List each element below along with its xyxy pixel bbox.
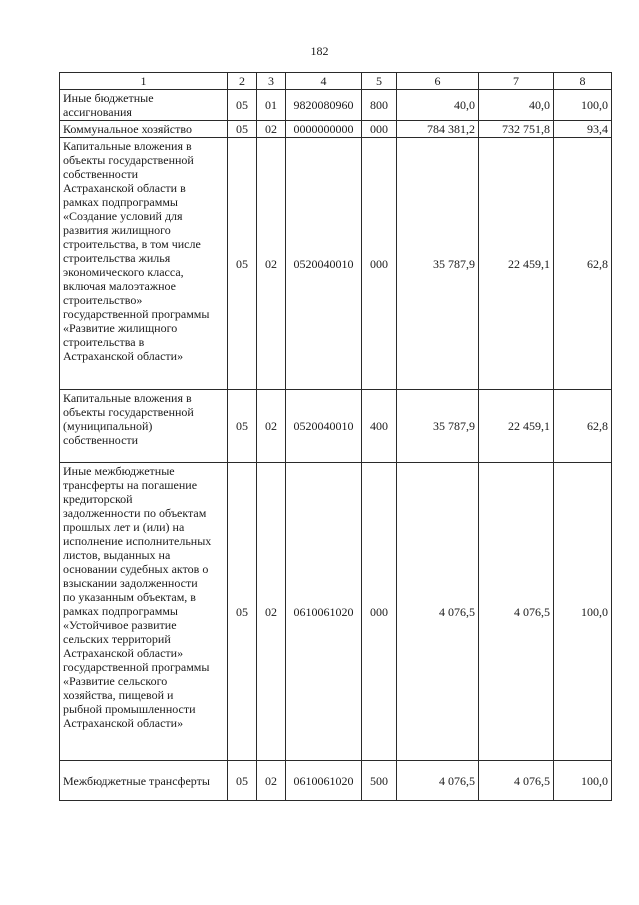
row-name-cell (60, 761, 228, 801)
planned-amount: 4 076,5 (397, 761, 479, 801)
subsection-code: 02 (257, 463, 286, 761)
table-row (60, 121, 612, 138)
header-col-3: 3 (257, 73, 286, 90)
table-row (60, 463, 612, 761)
section-code: 05 (228, 121, 257, 138)
actual-amount: 40,0 (479, 90, 554, 121)
execution-percent: 100,0 (554, 463, 612, 761)
actual-amount: 22 459,1 (479, 138, 554, 390)
budget-table (59, 72, 612, 801)
expense-type-code: 000 (362, 463, 397, 761)
row-name-cell (60, 121, 228, 138)
row-name-cell (60, 463, 228, 761)
subsection-code: 02 (257, 390, 286, 463)
header-col-6: 6 (397, 73, 479, 90)
row-name: Иные бюджетные ассигнования (63, 91, 154, 119)
table-row (60, 90, 612, 121)
row-name-cell (60, 90, 228, 121)
header-col-8: 8 (554, 73, 612, 90)
page-number: 182 (310, 44, 329, 58)
expense-type-code: 500 (362, 761, 397, 801)
planned-amount: 4 076,5 (397, 463, 479, 761)
expense-type-code: 000 (362, 138, 397, 390)
target-article-code: 0520040010 (286, 390, 362, 463)
table-row (60, 138, 612, 390)
row-name: Межбюджетные трансферты (63, 773, 210, 788)
planned-amount: 35 787,9 (397, 138, 479, 390)
section-code: 05 (228, 390, 257, 463)
target-article-code: 0520040010 (286, 138, 362, 390)
target-article-code: 0610061020 (286, 463, 362, 761)
target-article-code: 9820080960 (286, 90, 362, 121)
section-code: 05 (228, 761, 257, 801)
header-col-1: 1 (60, 73, 228, 90)
actual-amount: 4 076,5 (479, 761, 554, 801)
row-name: Коммунальное хозяйство (63, 122, 192, 136)
section-code: 05 (228, 463, 257, 761)
table-row (60, 390, 612, 463)
header-col-7: 7 (479, 73, 554, 90)
execution-percent: 62,8 (554, 138, 612, 390)
subsection-code: 01 (257, 90, 286, 121)
subsection-code: 02 (257, 121, 286, 138)
row-name: Иные межбюджетные трансферты на погашение кредиторской задолженности по объектам прошлых лет и (или) на исполнение исполнительных листов, выданных на основании судебных актов о взыскании задолженности по указанным объектам, в рамках подпрограммы «Устойчивое развитие сельских территорий Астраханской области» государственной программы «Развитие сельского хозяйства, пищевой и рыбной промышленности Астраханской области» (63, 464, 212, 730)
header-col-4: 4 (286, 73, 362, 90)
execution-percent: 93,4 (554, 121, 612, 138)
actual-amount: 732 751,8 (479, 121, 554, 138)
planned-amount: 40,0 (397, 90, 479, 121)
target-article-code: 0000000000 (286, 121, 362, 138)
subsection-code: 02 (257, 761, 286, 801)
execution-percent: 100,0 (554, 761, 612, 801)
target-article-code: 0610061020 (286, 761, 362, 801)
actual-amount: 22 459,1 (479, 390, 554, 463)
header-col-2: 2 (228, 73, 257, 90)
section-code: 05 (228, 90, 257, 121)
table-header-row (60, 73, 612, 90)
planned-amount: 35 787,9 (397, 390, 479, 463)
section-code: 05 (228, 138, 257, 390)
expense-type-code: 400 (362, 390, 397, 463)
expense-type-code: 800 (362, 90, 397, 121)
row-name-cell (60, 390, 228, 463)
header-col-5: 5 (362, 73, 397, 90)
execution-percent: 62,8 (554, 390, 612, 463)
actual-amount: 4 076,5 (479, 463, 554, 761)
expense-type-code: 000 (362, 121, 397, 138)
execution-percent: 100,0 (554, 90, 612, 121)
row-name-cell (60, 138, 228, 390)
table-row (60, 761, 612, 801)
row-name: Капитальные вложения в объекты государственной (муниципальной) собственности (63, 391, 194, 447)
row-name: Капитальные вложения в объекты государственной собственности Астраханской области в рамках подпрограммы «Создание условий для развития жилищного строительства, в том числе строительства жилья экономического класса, включая малоэтажное строительство» государственной программы «Развитие жилищного строительства в Астраханской области» (63, 139, 210, 363)
subsection-code: 02 (257, 138, 286, 390)
planned-amount: 784 381,2 (397, 121, 479, 138)
